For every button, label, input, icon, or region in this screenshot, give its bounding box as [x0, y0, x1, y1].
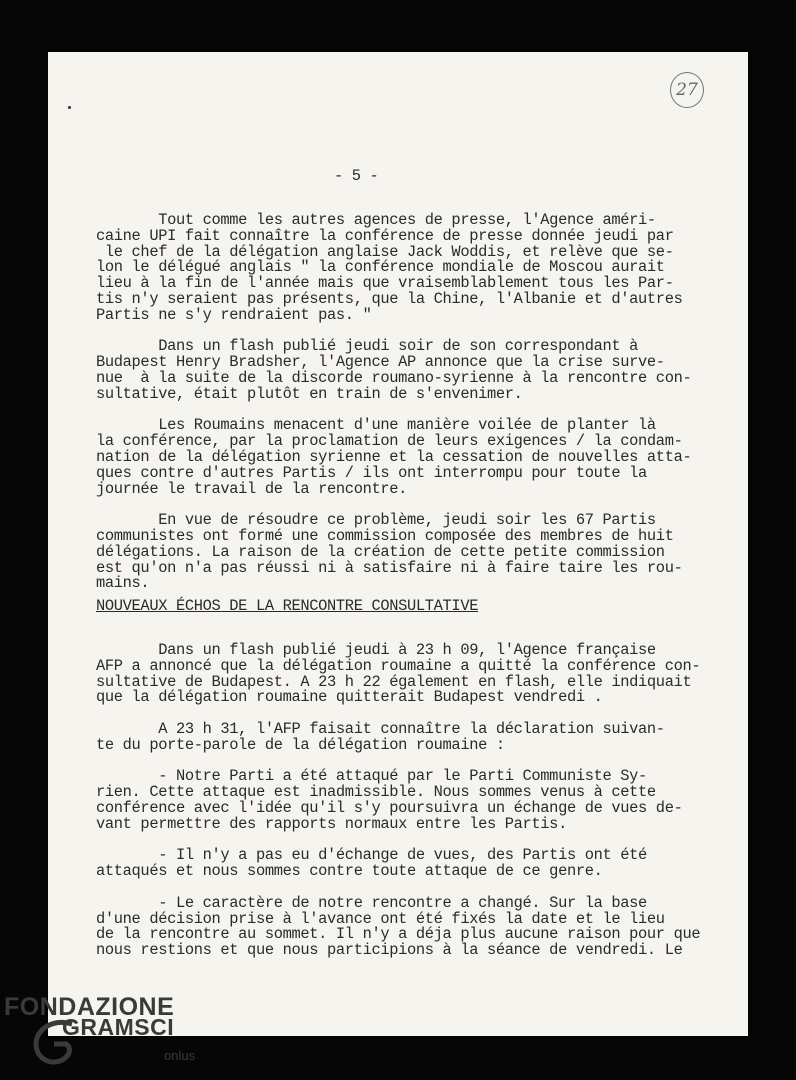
- text-line: le chef de la délégation anglaise Jack Woddis, et relève que se-: [96, 242, 674, 261]
- text-line: ques contre d'autres Partis / ils ont interrompu pour toute la: [96, 463, 647, 482]
- watermark-line3: onlus: [164, 1048, 196, 1063]
- text-line: nation de la délégation syrienne et la cessation de nouvelles atta-: [96, 448, 692, 466]
- text-line: En vue de résoudre ce problème, jeudi soir les 67 Partis: [96, 511, 656, 530]
- text-line: lon le délégué anglais " la conférence mondiale de Moscou aurait: [96, 258, 665, 277]
- text-line: - Il n'y a pas eu d'échange de vues, des Partis ont été: [96, 846, 647, 865]
- text-line: te du porte-parole de la délégation roumaine :: [96, 735, 505, 754]
- watermark-line1: FONDAZIONE: [4, 993, 175, 1021]
- text-line: Dans un flash publié jeudi à 23 h 09, l'Agence française: [96, 641, 656, 659]
- text-line: Tout comme les autres agences de presse, l'Agence améri-: [96, 211, 656, 229]
- ink-speck: [68, 106, 71, 109]
- text-line: attaqués et nous sommes contre toute attaque de ce genre.: [96, 862, 603, 881]
- text-line: journée le travail de la rencontre.: [96, 479, 408, 498]
- text-line: d'une décision prise à l'avance ont été fixés la date et le lieu: [96, 909, 665, 928]
- text-line: nous restions et que nous participions à la séance de vendredi. Le: [96, 941, 683, 960]
- text-line: de la rencontre au sommet. Il n'y a déja plus aucune raison pour que: [96, 925, 701, 944]
- text-line: sultative, était plutôt en train de s'envenimer.: [96, 384, 523, 403]
- text-line: - Notre Parti a été attaqué par le Parti Communiste Sy-: [96, 767, 647, 786]
- text-line: est qu'on n'a pas réussi ni à satisfaire ni à faire taire les rou-: [96, 558, 683, 577]
- text-line: vant permettre des rapports normaux entre les Partis.: [96, 814, 567, 833]
- text-line: lieu à la fin de l'année mais que vraisemblablement tous les Par-: [96, 274, 674, 293]
- watermark-line2: GRAMSCI: [62, 1014, 175, 1040]
- text-line: la conférence, par la proclamation de leurs exigences / la condam-: [96, 432, 683, 451]
- text-line: mains.: [96, 574, 150, 593]
- text-line: A 23 h 31, l'AFP faisait connaître la déclaration suivan-: [96, 720, 665, 738]
- handwritten-folio-number: 27: [670, 72, 704, 108]
- document-page: [48, 52, 748, 1036]
- page-number: - 5 -: [334, 167, 379, 185]
- text-line: caine UPI fait connaître la conférence de presse donnée jeudi par: [96, 226, 674, 245]
- text-line: Dans un flash publié jeudi soir de son correspondant à: [96, 337, 639, 356]
- text-line: sultative de Budapest. A 23 h 22 également en flash, elle indiquait: [96, 672, 692, 691]
- text-line: rien. Cette attaque est inadmissible. Nous sommes venus à cette: [96, 783, 656, 802]
- section-heading: NOUVEAUX ÉCHOS DE LA RENCONTRE CONSULTATIVE: [96, 597, 479, 615]
- text-line: délégations. La raison de la création de cette petite commission: [96, 542, 665, 561]
- fondazione-gramsci-watermark: [4, 988, 204, 1072]
- text-line: Partis ne s'y rendraient pas. ": [96, 305, 372, 324]
- text-line: Budapest Henry Bradsher, l'Agence AP annonce que la crise surve-: [96, 353, 665, 372]
- text-line: tis n'y seraient pas présents, que la Chine, l'Albanie et d'autres: [96, 290, 683, 308]
- text-line: Les Roumains menacent d'une manière voilée de planter là: [96, 416, 656, 435]
- text-line: nue à la suite de la discorde roumano-syrienne à la rencontre con-: [96, 369, 692, 387]
- text-line: AFP a annoncé que la délégation roumaine a quitté la conférence con-: [96, 656, 701, 675]
- text-line: que la délégation roumaine quitterait Budapest vendredi .: [96, 688, 603, 707]
- text-line: communistes ont formé une commission composée des membres de huit: [96, 527, 674, 545]
- text-line: conférence avec l'idée qu'il s'y poursuivra un échange de vues de-: [96, 799, 683, 817]
- text-line: - Le caractère de notre rencontre a changé. Sur la base: [96, 893, 647, 912]
